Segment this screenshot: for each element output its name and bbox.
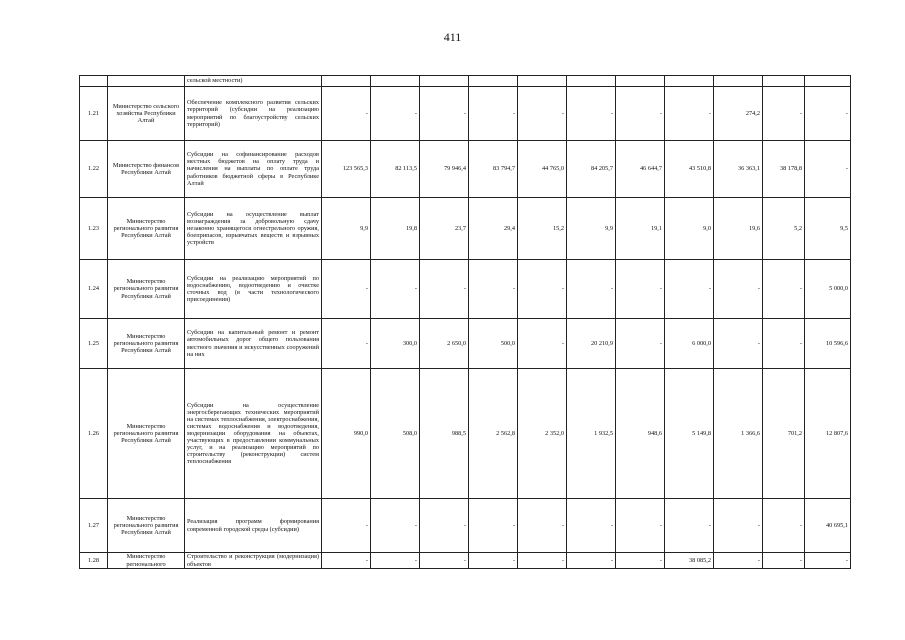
value-cell: - — [763, 87, 805, 141]
value-cell: - — [616, 260, 665, 319]
value-cell: 500,0 — [469, 319, 518, 369]
value-cell: 1 366,6 — [714, 369, 763, 499]
ministry-cell: Министерство регионального — [108, 553, 185, 569]
value-cell: - — [518, 553, 567, 569]
row-number: 1.27 — [80, 499, 108, 553]
table-row — [80, 553, 851, 569]
value-cell: 508,0 — [371, 369, 420, 499]
row-number: 1.22 — [80, 141, 108, 198]
value-cell: - — [371, 553, 420, 569]
table-row — [80, 260, 851, 319]
value-cell — [420, 76, 469, 87]
value-cell: - — [616, 87, 665, 141]
value-cell: - — [714, 553, 763, 569]
value-cell — [322, 76, 371, 87]
ministry-cell: Министерство регионального развития Республики Алтай — [108, 319, 185, 369]
value-cell: 5,2 — [763, 198, 805, 260]
value-cell: - — [763, 260, 805, 319]
description-cell: Строительство и реконструкция (модернизация) объектов — [185, 553, 322, 569]
value-cell: 274,2 — [714, 87, 763, 141]
table-row — [80, 141, 851, 198]
value-cell — [371, 76, 420, 87]
description-cell: Субсидии на софинансирование расходов местных бюджетов на оплату труда и начисления на выплаты по оплате труда работников бюджетной сферы в Республике Алтай — [185, 141, 322, 198]
value-cell: 19,8 — [371, 198, 420, 260]
value-cell: - — [469, 260, 518, 319]
ministry-cell: Министерство регионального развития Республики Алтай — [108, 369, 185, 499]
value-cell: 38 178,8 — [763, 141, 805, 198]
value-cell: - — [322, 553, 371, 569]
value-cell: 38 085,2 — [665, 553, 714, 569]
value-cell — [763, 76, 805, 87]
value-cell: - — [616, 319, 665, 369]
ministry-cell: Министерство регионального развития Республики Алтай — [108, 499, 185, 553]
value-cell: - — [665, 87, 714, 141]
value-cell: - — [665, 260, 714, 319]
value-cell: - — [322, 319, 371, 369]
row-number — [80, 76, 108, 87]
value-cell: - — [518, 87, 567, 141]
value-cell: - — [518, 499, 567, 553]
page-number: 411 — [443, 30, 462, 44]
row-number: 1.24 — [80, 260, 108, 319]
value-cell: 990,0 — [322, 369, 371, 499]
value-cell: 23,7 — [420, 198, 469, 260]
value-cell: 5 000,0 — [805, 260, 851, 319]
value-cell: 43 510,8 — [665, 141, 714, 198]
value-cell: - — [567, 499, 616, 553]
value-cell: 36 363,1 — [714, 141, 763, 198]
value-cell: - — [371, 260, 420, 319]
row-number: 1.28 — [80, 553, 108, 569]
value-cell: 79 946,4 — [420, 141, 469, 198]
value-cell: - — [469, 87, 518, 141]
value-cell: - — [322, 260, 371, 319]
table-row — [80, 87, 851, 141]
table-row — [80, 369, 851, 499]
value-cell: - — [371, 499, 420, 553]
value-cell: - — [469, 499, 518, 553]
value-cell: 83 794,7 — [469, 141, 518, 198]
value-cell: 701,2 — [763, 369, 805, 499]
value-cell: 6 000,0 — [665, 319, 714, 369]
value-cell: - — [518, 260, 567, 319]
value-cell: - — [322, 499, 371, 553]
value-cell: 9,0 — [665, 198, 714, 260]
value-cell — [616, 76, 665, 87]
value-cell — [805, 76, 851, 87]
value-cell: - — [469, 553, 518, 569]
value-cell: - — [567, 553, 616, 569]
value-cell — [518, 76, 567, 87]
value-cell: 1 932,5 — [567, 369, 616, 499]
budget-table — [79, 75, 851, 569]
value-cell: 2 562,8 — [469, 369, 518, 499]
ministry-cell: Министерство регионального развития Республики Алтай — [108, 260, 185, 319]
value-cell — [714, 76, 763, 87]
ministry-cell: Министерство регионального развития Республики Алтай — [108, 198, 185, 260]
value-cell: - — [616, 499, 665, 553]
value-cell: 15,2 — [518, 198, 567, 260]
value-cell: - — [805, 553, 851, 569]
description-cell: Обеспечение комплексного развития сельских территорий (субсидии на реализацию мероприятий по благоустройству сельских территорий) — [185, 87, 322, 141]
value-cell: - — [714, 499, 763, 553]
value-cell: 5 149,8 — [665, 369, 714, 499]
table-row — [80, 198, 851, 260]
value-cell: - — [805, 87, 851, 141]
value-cell — [665, 76, 714, 87]
value-cell: - — [616, 553, 665, 569]
table-row — [80, 76, 851, 87]
value-cell: - — [371, 87, 420, 141]
value-cell: 948,6 — [616, 369, 665, 499]
value-cell: 12 807,6 — [805, 369, 851, 499]
value-cell: 10 596,6 — [805, 319, 851, 369]
value-cell — [469, 76, 518, 87]
description-cell: Субсидии на осуществление выплат вознаграждения за добровольную сдачу незаконно хранящегося огнестрельного оружия, боеприпасов, взрывчатых веществ и взрывных устройств — [185, 198, 322, 260]
value-cell: 988,5 — [420, 369, 469, 499]
value-cell: 82 113,5 — [371, 141, 420, 198]
description-cell: сельской местности) — [185, 76, 322, 87]
value-cell: 29,4 — [469, 198, 518, 260]
value-cell: 19,1 — [616, 198, 665, 260]
row-number: 1.25 — [80, 319, 108, 369]
value-cell: - — [567, 260, 616, 319]
value-cell: 46 644,7 — [616, 141, 665, 198]
row-number: 1.23 — [80, 198, 108, 260]
row-number: 1.26 — [80, 369, 108, 499]
value-cell: - — [567, 87, 616, 141]
ministry-cell: Министерство сельского хозяйства Республики Алтай — [108, 87, 185, 141]
value-cell: 44 765,0 — [518, 141, 567, 198]
value-cell: - — [665, 499, 714, 553]
description-cell: Субсидии на реализацию мероприятий по водоснабжению, водоотведению и очистке сточных вод (в части технологического присоединения) — [185, 260, 322, 319]
value-cell: 40 695,1 — [805, 499, 851, 553]
ministry-cell — [108, 76, 185, 87]
value-cell: 20 210,9 — [567, 319, 616, 369]
value-cell: - — [322, 87, 371, 141]
value-cell: - — [714, 260, 763, 319]
value-cell: - — [763, 553, 805, 569]
description-cell: Субсидии на капитальный ремонт и ремонт автомобильных дорог общего пользования местного значения и искусственных сооружений на них — [185, 319, 322, 369]
value-cell: 19,6 — [714, 198, 763, 260]
value-cell — [567, 76, 616, 87]
table-row — [80, 499, 851, 553]
value-cell: 9,9 — [567, 198, 616, 260]
value-cell: - — [714, 319, 763, 369]
value-cell: - — [420, 260, 469, 319]
value-cell: 84 205,7 — [567, 141, 616, 198]
value-cell: 9,5 — [805, 198, 851, 260]
value-cell: 123 565,3 — [322, 141, 371, 198]
value-cell: 9,9 — [322, 198, 371, 260]
value-cell: - — [763, 319, 805, 369]
value-cell: - — [763, 499, 805, 553]
table-body — [80, 76, 851, 569]
table-row — [80, 319, 851, 369]
value-cell: - — [420, 87, 469, 141]
description-cell: Субсидии на осуществление энергосберегающих технических мероприятий на системах теплоснабжения, электроснабжения, системах водоснабжения и водоотведения, модернизации оборудования на объектах, участвующих в предоставлении коммунальных услуг, и на реализацию мероприятий по строительству (реконструкции) систем теплоснабжения — [185, 369, 322, 499]
value-cell: - — [805, 141, 851, 198]
description-cell: Реализация программ формирования современной городской среды (субсидии) — [185, 499, 322, 553]
value-cell: - — [518, 319, 567, 369]
value-cell: - — [420, 553, 469, 569]
value-cell: 2 352,0 — [518, 369, 567, 499]
value-cell: - — [420, 499, 469, 553]
row-number: 1.21 — [80, 87, 108, 141]
value-cell: 300,0 — [371, 319, 420, 369]
value-cell: 2 650,0 — [420, 319, 469, 369]
ministry-cell: Министерство финансов Республики Алтай — [108, 141, 185, 198]
